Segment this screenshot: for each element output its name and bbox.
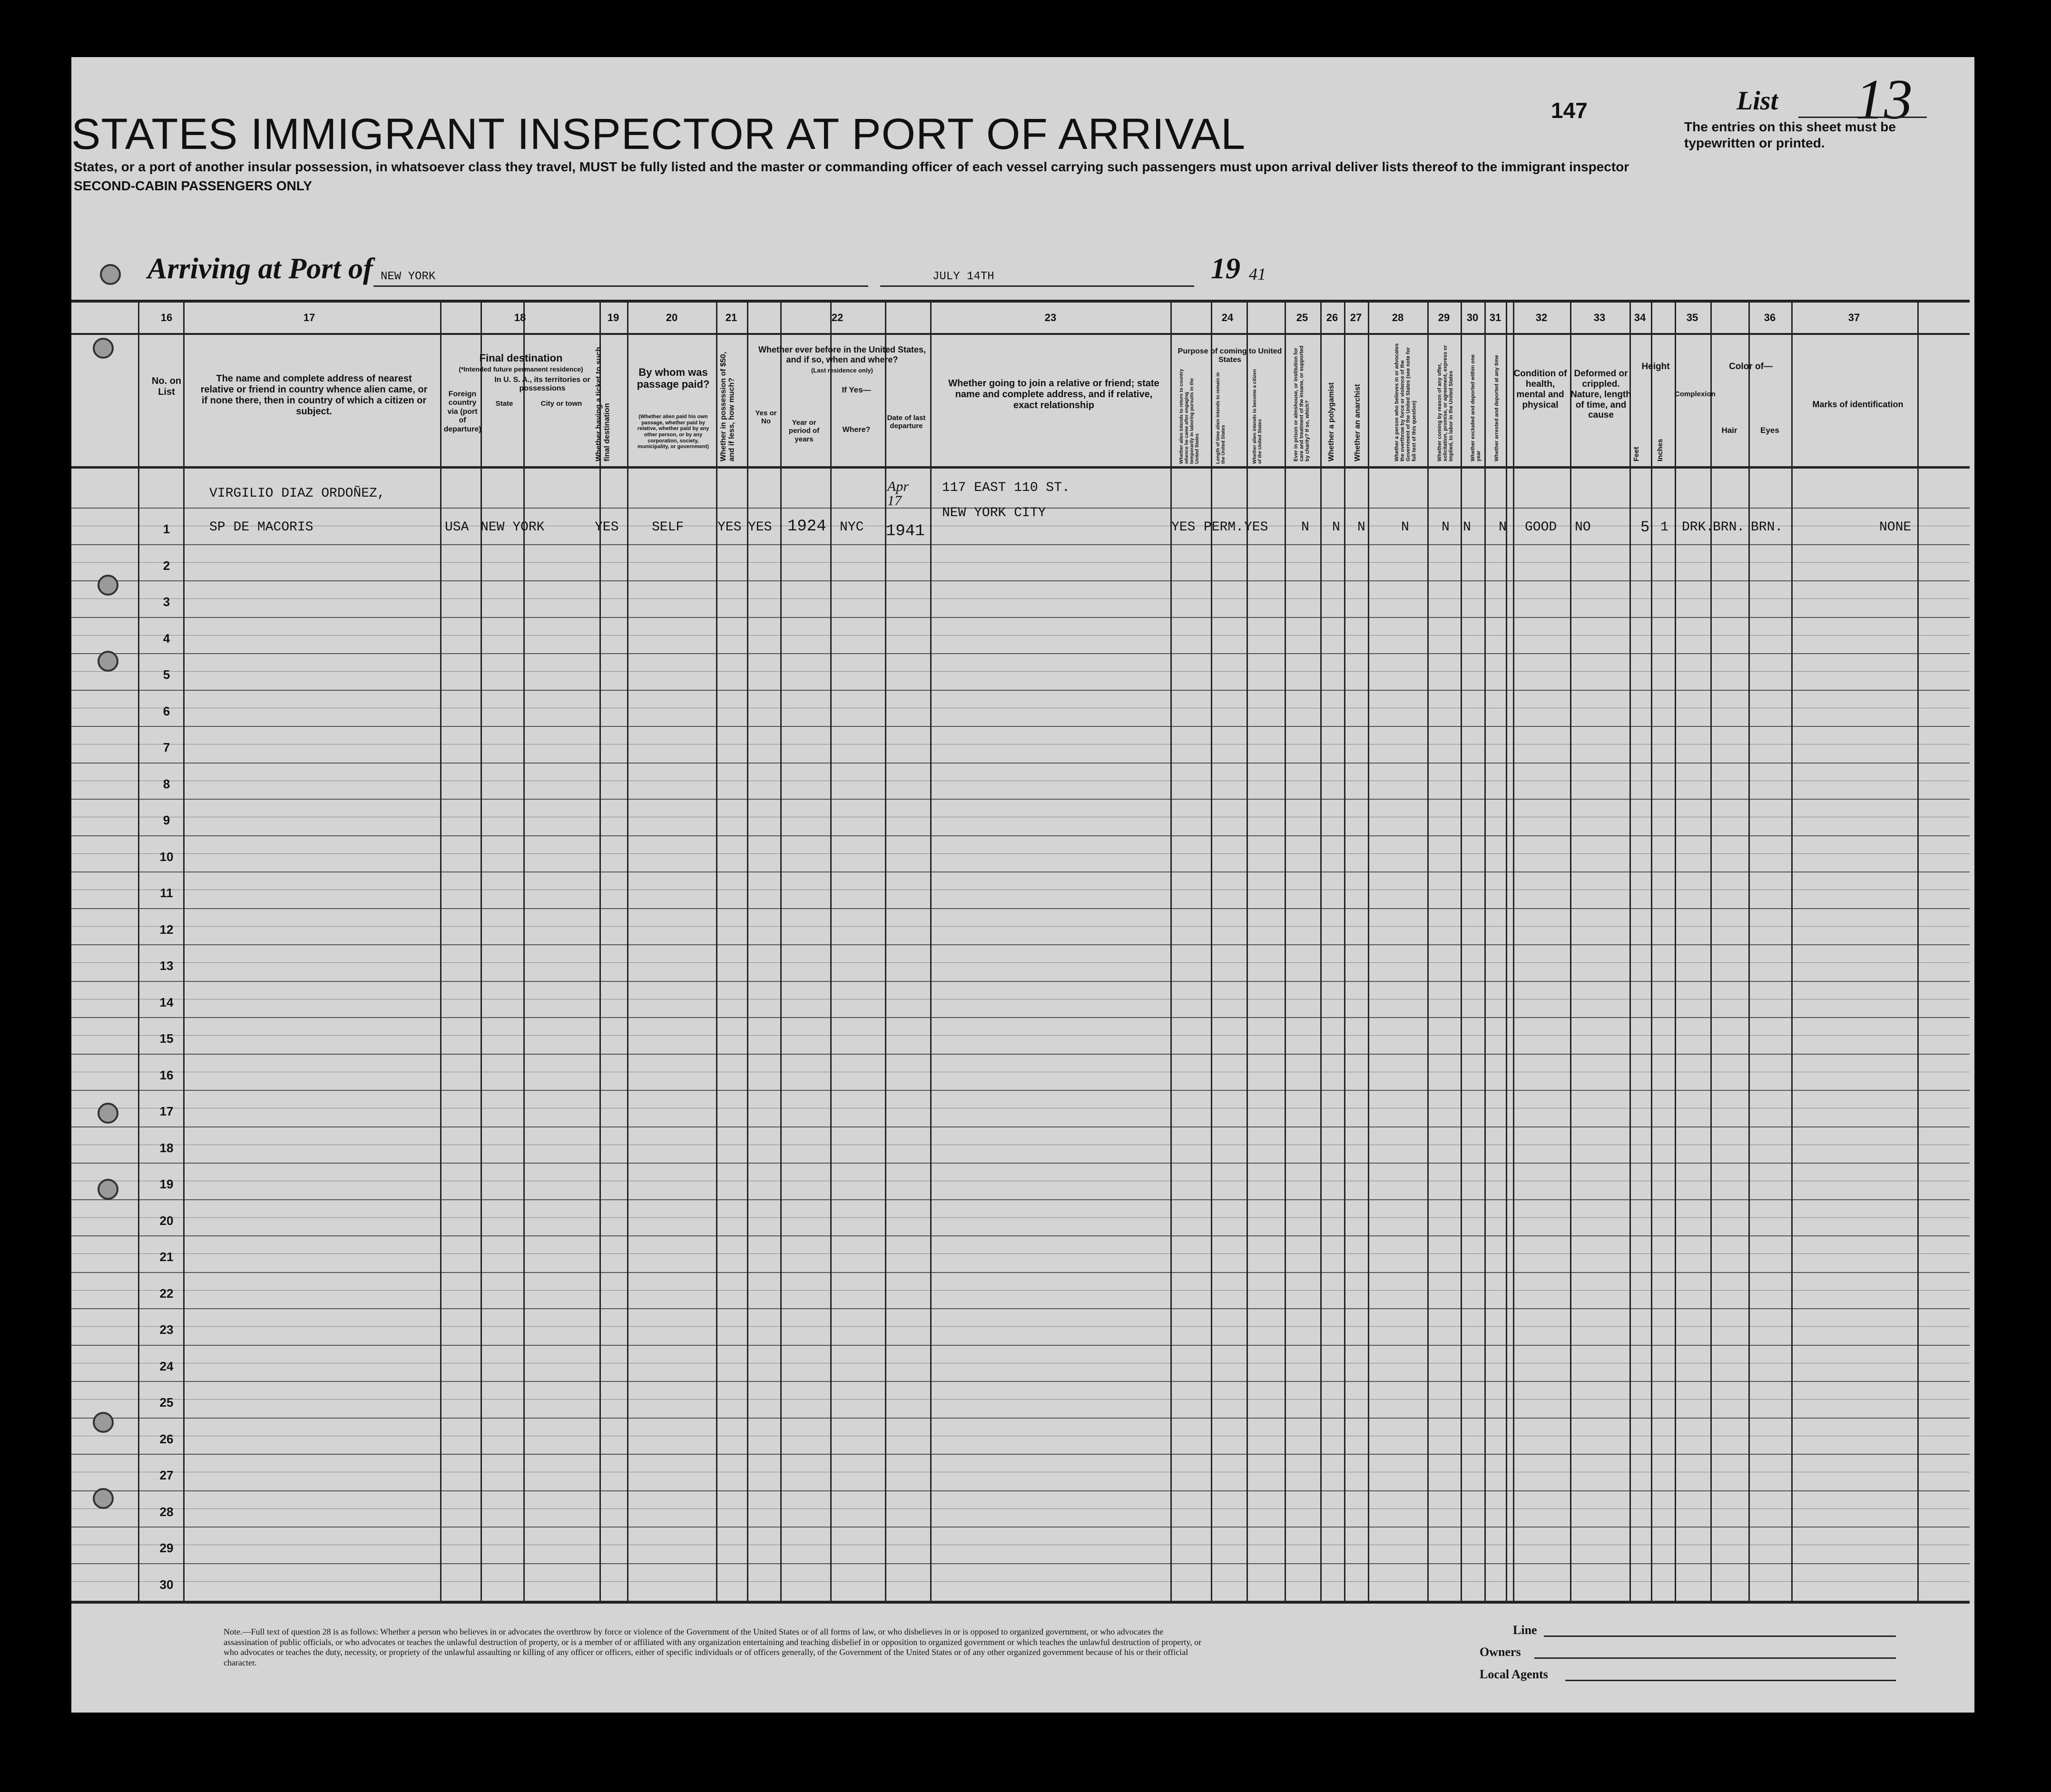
col-36-eyes: Eyes xyxy=(1760,426,1779,435)
column-number: 34 xyxy=(1634,312,1646,323)
ticket-value: YES xyxy=(595,520,619,535)
height-feet: 5 xyxy=(1640,519,1650,536)
footnote-question-28: Note.—Full text of question 28 is as follows: Whether a person who believes in or advocates the overthrow by force or violence of the Government of the United States or of all forms of law, or who disbelieves in or is opposed to organized government, or who advocates the assassination of public officials, or who advocates or teaches the unlawful destruction of property, or is a member of or affiliated with any organization entertaining and teaching disbelief in or opposition to organized government or which teaches the unlawful destruction of property, or who advocates or teaches the duty, necessity, or propriety of the unlawful assaulting or killing of any officer or officers, either of specific individuals or of officers generally, of the Government of the United States or of any other organized government because of his or their official character. xyxy=(224,1627,1202,1667)
row-rule xyxy=(71,562,1970,563)
col-33-heading: Deformed or crippled. Nature, length of time, and cause xyxy=(1570,369,1631,421)
arrival-label: Arriving at Port of xyxy=(147,253,373,285)
row-rule xyxy=(71,1035,1970,1036)
row-number: 13 xyxy=(159,959,174,973)
column-rule xyxy=(1344,300,1345,1601)
row-number: 15 xyxy=(159,1031,174,1046)
row-rule xyxy=(71,1199,1970,1200)
marks-value: NONE xyxy=(1879,520,1912,535)
line-label: Line xyxy=(1513,1623,1537,1637)
row-rule xyxy=(71,1345,1970,1346)
row-rule xyxy=(71,1272,1970,1273)
col-20-sub: (Whether alien paid his own passage, whether paid by relative, whether paid by any other person, or by any corporation, society, municipality, or government) xyxy=(637,414,709,450)
column-rule xyxy=(1791,300,1793,1601)
row-number: 30 xyxy=(159,1577,174,1592)
col-34-heading: Height xyxy=(1641,362,1670,372)
row-number: 20 xyxy=(159,1213,174,1228)
row-number: 16 xyxy=(159,1067,174,1082)
column-rule xyxy=(1710,300,1712,1601)
column-number: 27 xyxy=(1350,312,1362,323)
column-rule xyxy=(183,300,185,1601)
col-36-heading: Color of— xyxy=(1729,362,1773,372)
col-16-heading: No. on List xyxy=(151,376,182,397)
col-18-city: City or town xyxy=(540,400,582,408)
q26-value: N xyxy=(1332,520,1340,535)
column-rule xyxy=(780,300,782,1601)
col-34-inches: Inches xyxy=(1656,439,1664,461)
row-number: 10 xyxy=(159,849,174,864)
punch-hole xyxy=(98,651,118,672)
col-22-date: Date of last departure xyxy=(887,414,926,431)
list-line xyxy=(1798,117,1927,118)
column-rule xyxy=(599,300,601,1601)
row-rule xyxy=(71,1017,1970,1018)
col-24-heading: Purpose of coming to United States xyxy=(1178,347,1282,364)
column-rule xyxy=(1211,300,1212,1601)
column-number: 26 xyxy=(1326,312,1338,323)
row-number: 23 xyxy=(159,1322,174,1337)
has-50-value: YES xyxy=(717,520,742,535)
col-36-hair: Hair xyxy=(1721,426,1737,435)
column-rule xyxy=(1629,300,1631,1601)
row-rule xyxy=(71,690,1970,691)
row-number: 28 xyxy=(159,1504,174,1519)
col-28-heading: Whether a person who believes in or advocates the overthrow by force or violence of the Government of the United States (see note for full text of this question) xyxy=(1394,343,1417,461)
row-number: 7 xyxy=(163,740,170,754)
row-rule xyxy=(71,1054,1970,1055)
list-label: List xyxy=(1737,86,1778,116)
column-number: 37 xyxy=(1848,312,1860,323)
row-rule xyxy=(71,1235,1970,1236)
col-23-heading: Whether going to join a relative or friend; state name and complete address, and if relative, exact relationship xyxy=(948,378,1159,411)
col-25-heading: Ever in prison or almshouse, or institution for care and treatment of the insane, or supported by charity? If so, which? xyxy=(1293,345,1311,461)
row-rule xyxy=(71,1490,1970,1491)
column-number: 20 xyxy=(666,312,678,323)
col-18-foreign: Foreign country via (port of departure) xyxy=(443,390,481,433)
column-rule xyxy=(1461,300,1462,1601)
col-18-state: State xyxy=(495,400,513,408)
manifest-sheet xyxy=(71,57,1974,1713)
q25-value: N xyxy=(1301,520,1309,535)
col-30-heading: Whether excluded and deported within one year xyxy=(1470,354,1482,461)
owners-label: Owners xyxy=(1480,1645,1521,1659)
col-22-ifyes: If Yes— xyxy=(842,385,871,394)
row-rule xyxy=(71,1253,1970,1254)
length-value: PERM. xyxy=(1204,520,1244,535)
q30-value: N xyxy=(1463,520,1471,535)
row-rule xyxy=(71,1308,1970,1309)
agents-label: Local Agents xyxy=(1480,1667,1548,1681)
column-rule xyxy=(1506,300,1507,1601)
col-32-heading: Condition of health, mental and physical xyxy=(1513,369,1567,410)
row-number: 6 xyxy=(163,704,170,718)
complexion-value: DRK. xyxy=(1682,520,1714,535)
row-rule xyxy=(71,1126,1970,1127)
port-line xyxy=(373,285,868,287)
punch-hole xyxy=(93,1412,114,1433)
eyes-value: BRN. xyxy=(1751,520,1783,535)
header-bottom-rule xyxy=(71,466,1970,469)
column-number: 19 xyxy=(607,312,619,323)
row-number: 1 xyxy=(163,522,170,536)
column-number: 28 xyxy=(1392,312,1404,323)
row-number: 27 xyxy=(159,1468,174,1482)
col-37-heading: Marks of identification xyxy=(1812,400,1904,409)
year-suffix: 41 xyxy=(1249,264,1266,284)
col-34-feet: Feet xyxy=(1632,447,1640,461)
col-27-heading: Whether an anarchist xyxy=(1354,384,1362,461)
row-rule xyxy=(71,1217,1970,1218)
before-yes-no: YES xyxy=(748,520,772,535)
column-rule xyxy=(885,300,886,1601)
column-rule xyxy=(747,300,748,1601)
col-22-where: Where? xyxy=(842,426,871,434)
page-title: STATES IMMIGRANT INSPECTOR AT PORT OF ARRIVAL xyxy=(71,110,1246,158)
join-address-2: NEW YORK CITY xyxy=(942,506,1046,520)
sheet-number: 147 xyxy=(1551,98,1588,123)
row-number: 9 xyxy=(163,813,170,827)
q31-value: N xyxy=(1499,520,1507,535)
column-rule xyxy=(830,300,832,1601)
column-rule xyxy=(138,300,139,1601)
column-rule xyxy=(1917,300,1919,1601)
col-18-heading: Final destination xyxy=(479,352,563,364)
purpose-value: YES xyxy=(1171,520,1196,535)
list-number: 13 xyxy=(1855,68,1913,131)
column-number: 23 xyxy=(1044,312,1057,323)
column-rule xyxy=(1170,300,1172,1601)
column-rule xyxy=(1570,300,1571,1601)
row-rule xyxy=(71,1163,1970,1164)
col-22-yesno: Yes or No xyxy=(755,409,777,426)
row-rule xyxy=(71,981,1970,982)
column-rule xyxy=(1513,300,1514,1601)
row-number: 26 xyxy=(159,1431,174,1446)
row-rule xyxy=(71,1418,1970,1419)
row-number: 3 xyxy=(163,595,170,609)
column-rule xyxy=(930,300,932,1601)
column-rule xyxy=(481,300,482,1601)
row-number: 11 xyxy=(160,886,173,900)
row-rule xyxy=(71,835,1970,836)
column-number-rule xyxy=(71,333,1970,335)
punch-hole xyxy=(93,1488,114,1509)
col-24a-heading: Whether alien intends to return to country whence he came after engaging temporarily in laboring pursuits in the United States xyxy=(1179,369,1200,464)
column-number: 31 xyxy=(1489,312,1501,323)
q28-value: N xyxy=(1401,520,1409,535)
row-number: 25 xyxy=(159,1395,174,1410)
col-35-heading: Complexion xyxy=(1675,390,1716,398)
row-rule xyxy=(71,726,1970,727)
punch-hole xyxy=(98,575,118,596)
column-number: 16 xyxy=(160,312,173,323)
row-number: 5 xyxy=(163,667,170,682)
row-rule xyxy=(71,1508,1970,1509)
before-year: 1924 xyxy=(787,518,826,536)
instructions-text: States, or a port of another insular possession, in whatsoever class they travel, MUST be fully listed and the master or commanding officer of each vessel carrying such passengers must upon arrival deliver lists thereof to the immigrant inspector xyxy=(74,159,1629,174)
row-rule xyxy=(71,598,1970,599)
col-26-heading: Whether a polygamist xyxy=(1327,382,1335,461)
row-number: 19 xyxy=(159,1177,174,1191)
row-number: 29 xyxy=(159,1541,174,1555)
row-rule xyxy=(71,763,1970,764)
column-number: 33 xyxy=(1593,312,1606,323)
departure-handwritten: Apr 17 xyxy=(887,479,909,509)
col-24b-heading: Length of time alien intends to remain in the United States xyxy=(1216,372,1226,464)
row-rule xyxy=(71,580,1970,581)
row-number: 4 xyxy=(163,631,170,646)
date-line xyxy=(880,285,1194,287)
col-17-heading: The name and complete address of nearest relative or friend in country whence alien came, or if none there, then in country of which a citizen or subject. xyxy=(200,373,428,417)
column-number: 17 xyxy=(303,312,315,323)
row-rule xyxy=(71,635,1970,636)
row-rule xyxy=(71,544,1970,545)
row-number: 21 xyxy=(159,1250,174,1264)
col-22-heading: Whether ever before in the United States, and if so, when and where? xyxy=(758,345,926,364)
column-rule xyxy=(1368,300,1369,1601)
column-number: 30 xyxy=(1466,312,1479,323)
row-rule xyxy=(71,1381,1970,1382)
row-rule xyxy=(71,653,1970,654)
owners-field xyxy=(1534,1657,1896,1659)
col-22-sub: (Last residence only) xyxy=(811,367,873,374)
row-number: 24 xyxy=(159,1359,174,1373)
relative-name: VIRGILIO DIAZ ORDOÑEZ, xyxy=(209,486,385,501)
hair-value: BRN. xyxy=(1713,520,1745,535)
row-rule xyxy=(71,962,1970,963)
row-rule xyxy=(71,853,1970,854)
row-rule xyxy=(71,908,1970,909)
departure-year: 1941 xyxy=(886,522,925,540)
row-rule xyxy=(71,1454,1970,1455)
row-rule xyxy=(71,1090,1970,1091)
destination-state: NEW YORK xyxy=(481,520,545,535)
health-value: GOOD xyxy=(1525,520,1557,535)
col-24c-heading: Whether alien intends to become a citizen of the United States xyxy=(1252,369,1263,464)
punch-hole xyxy=(98,1179,118,1200)
row-rule xyxy=(71,1563,1970,1564)
column-number: 21 xyxy=(725,312,737,323)
column-number: 29 xyxy=(1438,312,1450,323)
row-rule xyxy=(71,1399,1970,1400)
column-number: 18 xyxy=(514,312,526,323)
col-22-year: Year or period of years xyxy=(788,419,820,443)
column-rule xyxy=(523,300,525,1601)
passenger-class: SECOND-CABIN PASSENGERS ONLY xyxy=(74,178,312,193)
line-field xyxy=(1544,1635,1896,1637)
row-rule xyxy=(71,1326,1970,1327)
column-number: 22 xyxy=(831,312,844,323)
deformed-value: NO xyxy=(1575,520,1591,535)
before-where: NYC xyxy=(840,520,864,535)
column-rule xyxy=(1320,300,1322,1601)
join-address-1: 117 EAST 110 ST. xyxy=(942,480,1070,495)
row-number: 14 xyxy=(159,995,174,1009)
col-31-heading: Whether arrested and deported at any time xyxy=(1494,355,1500,461)
row-number: 2 xyxy=(163,558,170,573)
year-prefix: 19 xyxy=(1211,253,1240,285)
column-number: 36 xyxy=(1764,312,1776,323)
column-rule xyxy=(627,300,628,1601)
col-29-heading: Whether coming by reason of any offer, solicitation, promise, or agreement, express or implied, to labor in the United States xyxy=(1437,345,1454,461)
row-rule xyxy=(71,1581,1970,1582)
column-rule xyxy=(1651,300,1652,1601)
column-rule xyxy=(1748,300,1750,1601)
row-number: 12 xyxy=(159,922,174,937)
table-bottom-rule xyxy=(71,1601,1970,1604)
table-top-rule xyxy=(71,300,1970,303)
punch-hole xyxy=(100,264,121,285)
entries-note: The entries on this sheet must be typewritten or printed. xyxy=(1684,119,1896,150)
col-21-heading: Whether in possession of $50, and if less, how much? xyxy=(719,352,736,461)
q29-value: N xyxy=(1442,520,1450,535)
column-rule xyxy=(1285,300,1286,1601)
column-number: 25 xyxy=(1296,312,1308,323)
height-inches: 1 xyxy=(1660,520,1668,535)
row-rule xyxy=(71,617,1970,618)
arrival-date: JULY 14TH xyxy=(932,270,994,283)
arrival-port: NEW YORK xyxy=(381,270,436,283)
column-number: 35 xyxy=(1686,312,1698,323)
row-number: 8 xyxy=(163,776,170,791)
foreign-country: USA xyxy=(445,520,469,535)
column-number: 32 xyxy=(1535,312,1548,323)
column-rule xyxy=(1246,300,1248,1601)
row-rule xyxy=(71,671,1970,672)
column-rule xyxy=(1675,300,1676,1601)
row-number: 17 xyxy=(159,1104,174,1118)
row-rule xyxy=(71,1527,1970,1528)
col-18-usa: In U. S. A., its territories or possessions xyxy=(494,376,590,393)
column-number: 24 xyxy=(1221,312,1234,323)
punch-hole xyxy=(98,1103,118,1124)
row-rule xyxy=(71,799,1970,800)
column-rule xyxy=(440,300,442,1601)
column-rule xyxy=(1427,300,1429,1601)
row-rule xyxy=(71,926,1970,927)
row-rule xyxy=(71,944,1970,945)
paid-by-value: SELF xyxy=(652,520,684,535)
col-20-heading: By whom was passage paid? xyxy=(637,366,710,391)
citizen-value: YES xyxy=(1244,520,1268,535)
agents-field xyxy=(1565,1680,1896,1681)
column-rule xyxy=(716,300,717,1601)
row-number: 18 xyxy=(159,1140,174,1155)
column-rule xyxy=(1484,300,1486,1601)
row-number: 22 xyxy=(159,1286,174,1301)
relative-place: SP DE MACORIS xyxy=(209,520,314,535)
q27-value: N xyxy=(1357,520,1365,535)
col-18-sub: (*Intended future permanent residence) xyxy=(459,365,583,373)
punch-hole xyxy=(93,338,114,359)
row-rule xyxy=(71,1290,1970,1291)
col-19-heading: Whether having a ticket to such final destination xyxy=(595,347,611,461)
